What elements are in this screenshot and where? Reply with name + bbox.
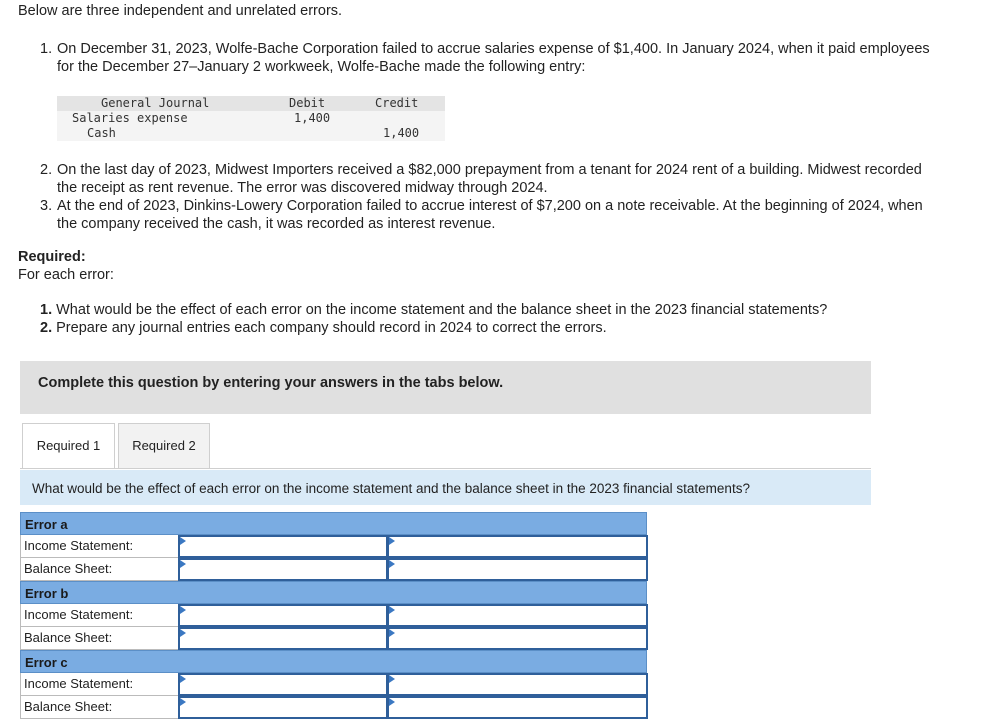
amount-input[interactable] xyxy=(387,627,648,650)
error-item-2 xyxy=(40,161,945,197)
dropdown-flag-icon xyxy=(389,537,395,545)
amount-input[interactable] xyxy=(387,604,648,627)
error-text: On December 31, 2023, Wolfe-Bache Corporation failed to accrue salaries expense of $1,400. In January 2024, when it paid employees for the December 27–January 2 workweek, Wolfe-Bache made the following entry: xyxy=(57,41,930,75)
answer-row xyxy=(20,558,647,581)
tab-required-1[interactable]: Required 1 xyxy=(22,423,115,469)
error-c-header xyxy=(20,650,647,673)
dropdown-flag-icon xyxy=(180,698,186,706)
instruction-bar xyxy=(20,361,871,414)
error-item-1 xyxy=(40,40,945,76)
question-text: What would be the effect of each error on the income statement and the balance sheet in the 2023 financial statements? xyxy=(56,302,828,318)
dropdown-flag-icon xyxy=(389,629,395,637)
tab-required-2[interactable]: Required 2 xyxy=(118,423,210,469)
row-label: Income Statement: xyxy=(21,535,178,558)
required-question-1 xyxy=(40,301,827,319)
row-label: Balance Sheet: xyxy=(21,627,178,650)
tab-question-bar xyxy=(20,470,871,505)
row-label: Income Statement: xyxy=(21,673,178,696)
journal-table xyxy=(57,96,445,141)
required-subtitle: For each error: xyxy=(18,267,114,283)
dropdown-flag-icon xyxy=(389,606,395,614)
journal-credit: 1,400 xyxy=(383,126,420,140)
dropdown-flag-icon xyxy=(389,698,395,706)
tab-question-text: What would be the effect of each error on the income statement and the balance sheet in the 2023 financial statements? xyxy=(32,481,750,496)
journal-header-credit: Credit xyxy=(375,96,419,110)
journal-debit: 1,400 xyxy=(294,111,331,125)
amount-input[interactable] xyxy=(387,558,648,581)
answer-row xyxy=(20,673,647,696)
journal-row xyxy=(57,111,445,126)
instruction-text: Complete this question by entering your answers in the tabs below. xyxy=(38,375,504,391)
journal-header-account: General Journal xyxy=(101,96,210,110)
effect-input[interactable] xyxy=(178,673,388,696)
journal-header-debit: Debit xyxy=(289,96,326,110)
row-label: Income Statement: xyxy=(21,604,178,627)
dropdown-flag-icon xyxy=(180,675,186,683)
error-c-label: Error c xyxy=(25,655,68,670)
answer-row xyxy=(20,627,647,650)
required-question-2 xyxy=(40,319,607,337)
error-text: At the end of 2023, Dinkins-Lowery Corporation failed to accrue interest of $7,200 on a note receivable. At the beginning of 2024, when the company received the cash, it was recorded as interest revenue. xyxy=(57,198,923,232)
error-text: On the last day of 2023, Midwest Importers received a $82,000 prepayment from a tenant for 2024 rent of a building. Midwest recorded the receipt as rent revenue. The error was discovered midway through 2024. xyxy=(57,162,922,196)
journal-account: Salaries expense xyxy=(72,111,188,125)
error-number: 1. xyxy=(40,41,53,57)
dropdown-flag-icon xyxy=(389,675,395,683)
row-label: Balance Sheet: xyxy=(21,696,178,719)
dropdown-flag-icon xyxy=(180,560,186,568)
error-number: 2. xyxy=(40,162,53,178)
error-number: 3. xyxy=(40,198,53,214)
effect-input[interactable] xyxy=(178,604,388,627)
amount-input[interactable] xyxy=(387,673,648,696)
journal-account: Cash xyxy=(87,126,116,140)
intro-text: Below are three independent and unrelated errors. xyxy=(18,3,343,19)
effect-input[interactable] xyxy=(178,627,388,650)
effect-input[interactable] xyxy=(178,535,388,558)
error-b-header xyxy=(20,581,647,604)
question-text: Prepare any journal entries each company should record in 2024 to correct the errors. xyxy=(56,320,607,336)
dropdown-flag-icon xyxy=(180,537,186,545)
error-b-label: Error b xyxy=(25,586,69,601)
question-number: 1. xyxy=(40,302,53,318)
answer-grid xyxy=(20,512,647,719)
tab-divider xyxy=(20,468,871,469)
amount-input[interactable] xyxy=(387,535,648,558)
error-a-label: Error a xyxy=(25,517,68,532)
question-number: 2. xyxy=(40,320,53,336)
dropdown-flag-icon xyxy=(389,560,395,568)
answer-row xyxy=(20,535,647,558)
required-title: Required: xyxy=(18,249,86,265)
error-item-3 xyxy=(40,197,945,233)
effect-input[interactable] xyxy=(178,696,388,719)
answer-row xyxy=(20,696,647,719)
error-a-header xyxy=(20,512,647,535)
dropdown-flag-icon xyxy=(180,606,186,614)
row-label: Balance Sheet: xyxy=(21,558,178,581)
dropdown-flag-icon xyxy=(180,629,186,637)
effect-input[interactable] xyxy=(178,558,388,581)
journal-row xyxy=(57,126,445,141)
answer-row xyxy=(20,604,647,627)
amount-input[interactable] xyxy=(387,696,648,719)
journal-header-row xyxy=(57,96,445,111)
